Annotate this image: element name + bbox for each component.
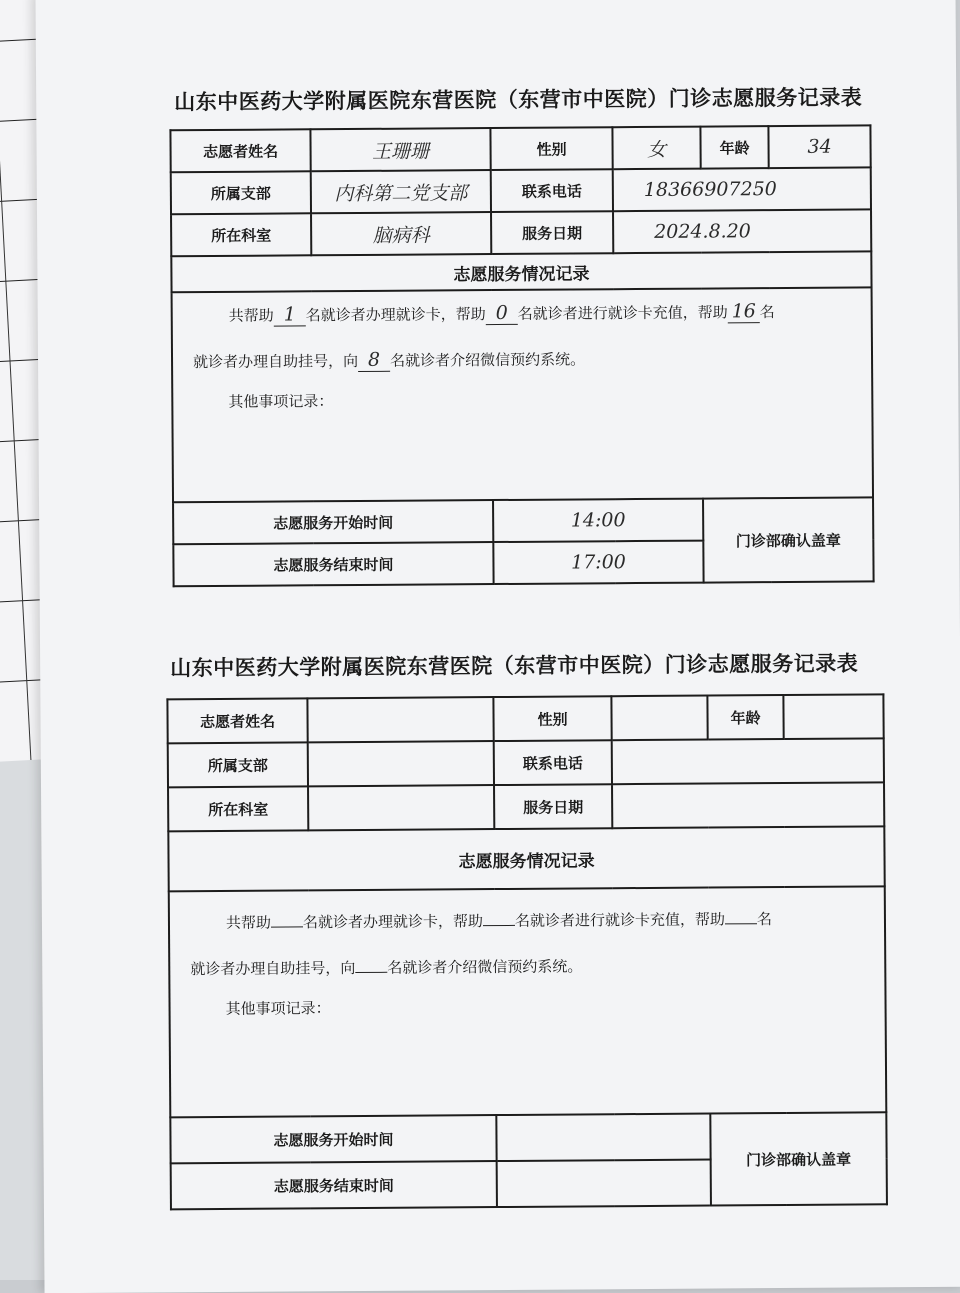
value-phone[interactable]: 18366907250 (613, 167, 871, 211)
label-date: 服务日期 (494, 784, 612, 829)
service-paragraph: 共帮助 1 名就诊者办理就诊卡，帮助 0 名就诊者进行就诊卡充值，帮助 16 名 就诊者办理自助挂号，向 8 名就诊者介绍微信预约系统。 (192, 300, 775, 372)
label-age: 年龄 (707, 695, 783, 740)
value-age[interactable] (783, 694, 883, 739)
label-date: 服务日期 (491, 211, 613, 254)
form-title: 山东中医药大学附属医院东营医院（东营市中医院）门诊志愿服务记录表 (170, 650, 859, 681)
label-gender: 性别 (490, 127, 612, 170)
record-table (169, 124, 874, 587)
section-heading: 志愿服务情况记录 (168, 826, 884, 891)
service-record-body (172, 287, 873, 502)
other-notes-label: 其他事项记录： (225, 999, 331, 1018)
value-gender[interactable] (611, 696, 707, 741)
blank-recharge-count[interactable] (483, 925, 515, 926)
value-end-time[interactable] (497, 1160, 711, 1207)
label-end-time: 志愿服务结束时间 (171, 1161, 497, 1209)
value-phone[interactable] (612, 738, 884, 784)
blank-self-register-count[interactable]: 16 (728, 300, 760, 323)
value-age[interactable]: 34 (768, 125, 870, 168)
blank-self-register-count[interactable] (725, 923, 757, 924)
value-end-time[interactable]: 17:00 (493, 541, 703, 584)
label-branch: 所属支部 (171, 171, 311, 214)
label-gender: 性别 (493, 696, 611, 741)
value-dept[interactable]: 脑病科 (311, 212, 491, 255)
blank-wechat-count[interactable]: 8 (358, 349, 390, 372)
value-branch[interactable]: 内科第二党支部 (311, 170, 491, 213)
value-date[interactable]: 2024.8.20 (613, 209, 871, 253)
stamp-confirm-cell: 门诊部确认盖章 (703, 497, 874, 582)
value-dept[interactable] (308, 785, 494, 830)
blank-card-count[interactable] (271, 926, 303, 927)
paper-sheet (35, 0, 960, 1293)
blank-recharge-count[interactable]: 0 (486, 302, 518, 325)
value-date[interactable] (612, 782, 884, 828)
blank-wechat-count[interactable] (355, 972, 387, 973)
value-name[interactable] (307, 697, 493, 742)
value-gender[interactable]: 女 (612, 127, 700, 170)
label-phone: 联系电话 (494, 740, 612, 785)
label-age: 年龄 (700, 126, 768, 168)
service-record-body (169, 886, 887, 1117)
label-start-time: 志愿服务开始时间 (173, 500, 493, 544)
label-end-time: 志愿服务结束时间 (173, 542, 493, 586)
form-title: 山东中医药大学附属医院东营医院（东营市中医院）门诊志愿服务记录表 (174, 84, 863, 115)
record-table (166, 693, 888, 1210)
label-start-time: 志愿服务开始时间 (170, 1115, 496, 1163)
label-dept: 所在科室 (168, 786, 308, 831)
value-start-time[interactable]: 14:00 (493, 499, 703, 542)
stamp-confirm-cell: 门诊部确认盖章 (710, 1112, 887, 1205)
other-notes-label: 其他事项记录： (228, 392, 334, 411)
label-name: 志愿者姓名 (167, 698, 307, 743)
value-name[interactable]: 王珊珊 (310, 128, 490, 171)
value-start-time[interactable] (496, 1114, 710, 1161)
blank-card-count[interactable]: 1 (274, 303, 306, 326)
label-dept: 所在科室 (171, 213, 311, 256)
section-heading: 志愿服务情况记录 (171, 251, 871, 292)
value-branch[interactable] (308, 741, 494, 786)
label-phone: 联系电话 (491, 169, 613, 212)
service-paragraph: 共帮助 名就诊者办理就诊卡，帮助 名就诊者进行就诊卡充值，帮助 名 就诊者办理自助挂号，向 名就诊者介绍微信预约系统。 (190, 910, 773, 979)
label-name: 志愿者姓名 (170, 129, 310, 172)
label-branch: 所属支部 (168, 742, 308, 787)
